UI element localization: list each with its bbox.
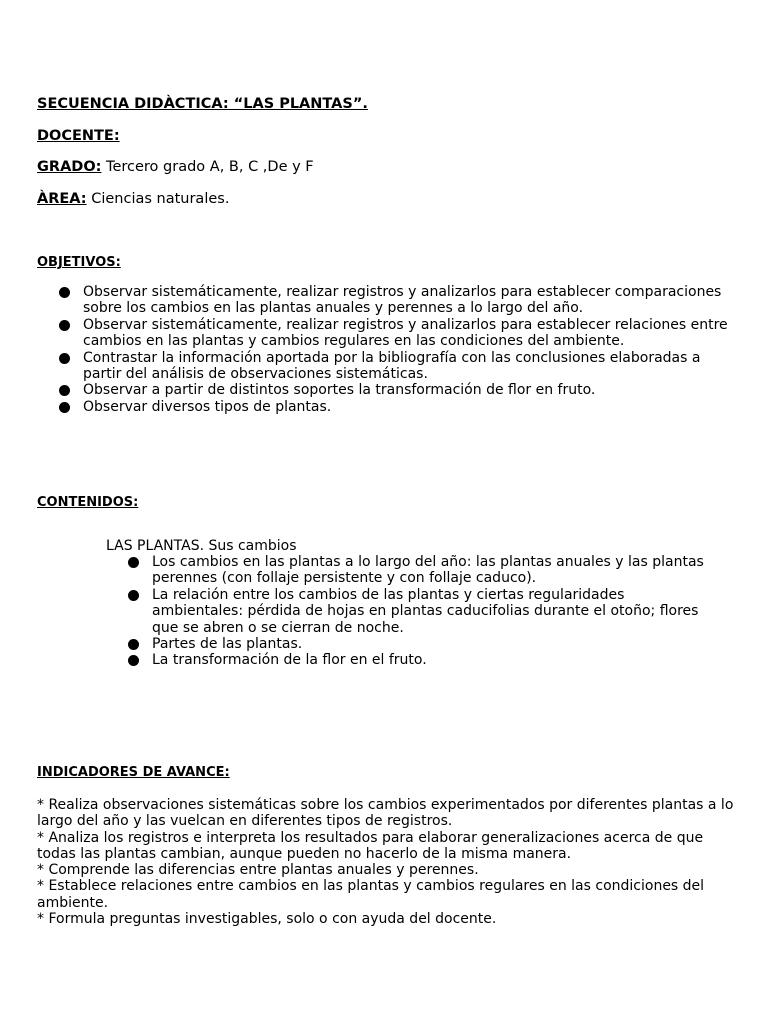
contenido-text: La relación entre los cambios de las plantas y ciertas regularidades ambientales: pérdida de hojas en plantas caducifolias durante el otoño; flores que se abren o se cierran de noche. [152,586,699,636]
objetivos-list [37,284,737,415]
area-value: Ciencias naturales. [86,191,230,207]
document-title: SECUENCIA DIDÀCTICA: “LAS PLANTAS”. [37,96,368,112]
bullet-icon [59,385,70,396]
bullet-icon [59,287,70,298]
list-item [106,652,718,668]
area-line [37,191,229,207]
list-item [37,382,737,398]
objetivo-text: Contrastar la información aportada por la bibliografía con las conclusiones elaboradas a partir del análisis de observaciones sistemáticas. [83,349,701,383]
contenidos-intro: LAS PLANTAS. Sus cambios [106,538,297,554]
objetivo-text: Observar sistemáticamente, realizar registros y analizarlos para establecer relaciones entre cambios en las plantas y cambios regulares en las condiciones del ambiente. [83,316,728,350]
list-item [106,587,718,636]
grado-line [37,159,314,175]
bullet-icon [128,655,139,666]
grado-value: Tercero grado A, B, C ,De y F [101,159,314,175]
bullet-icon [128,557,139,568]
contenidos-list [106,554,718,669]
objetivo-text: Observar diversos tipos de plantas. [83,398,332,415]
bullet-icon [59,320,70,331]
contenido-text: La transformación de la flor en el fruto. [152,652,427,669]
contenidos-heading: CONTENIDOS: [37,495,139,510]
list-item: * Establece relaciones entre cambios en las plantas y cambios regulares en las condiciones del ambiente. [37,878,705,911]
list-item: * Formula preguntas investigables, solo o con ayuda del docente. [37,911,497,928]
list-item [106,636,718,652]
bullet-icon [59,402,70,413]
list-item: * Analiza los registros e interpreta los resultados para elaborar generalizaciones acerca de que todas las plantas cambian, aunque pueden no hacerlo de la misma manera. [37,829,704,862]
list-item [37,350,737,383]
objetivo-text: Observar sistemáticamente, realizar registros y analizarlos para establecer comparaciones sobre los cambios en las plantas anuales y perennes a lo largo del año. [83,284,722,317]
docente-label: DOCENTE: [37,128,120,144]
list-item [37,284,737,317]
objetivos-heading: OBJETIVOS: [37,255,121,270]
contenido-text: Partes de las plantas. [152,636,303,653]
list-item [37,317,737,350]
area-label: ÀREA: [37,191,87,207]
list-item [106,554,718,587]
list-item: * Realiza observaciones sistemáticas sobre los cambios experimentados por diferentes plantas a lo largo del año y las vuelcan en diferentes tipos de registros. [37,797,734,830]
bullet-icon [128,590,139,601]
objetivo-text: Observar a partir de distintos soportes la transformación de flor en fruto. [83,382,596,399]
bullet-icon [59,353,70,364]
indicadores-heading: INDICADORES DE AVANCE: [37,765,230,780]
grado-label: GRADO: [37,159,102,175]
list-item: * Comprende las diferencias entre plantas anuales y perennes. [37,862,479,879]
list-item [37,399,737,415]
contenido-text: Los cambios en las plantas a lo largo del año: las plantas anuales y las plantas perennes (con follaje persistente y con follaje caduco). [152,554,704,587]
bullet-icon [128,639,139,650]
indicadores-list [37,797,737,927]
